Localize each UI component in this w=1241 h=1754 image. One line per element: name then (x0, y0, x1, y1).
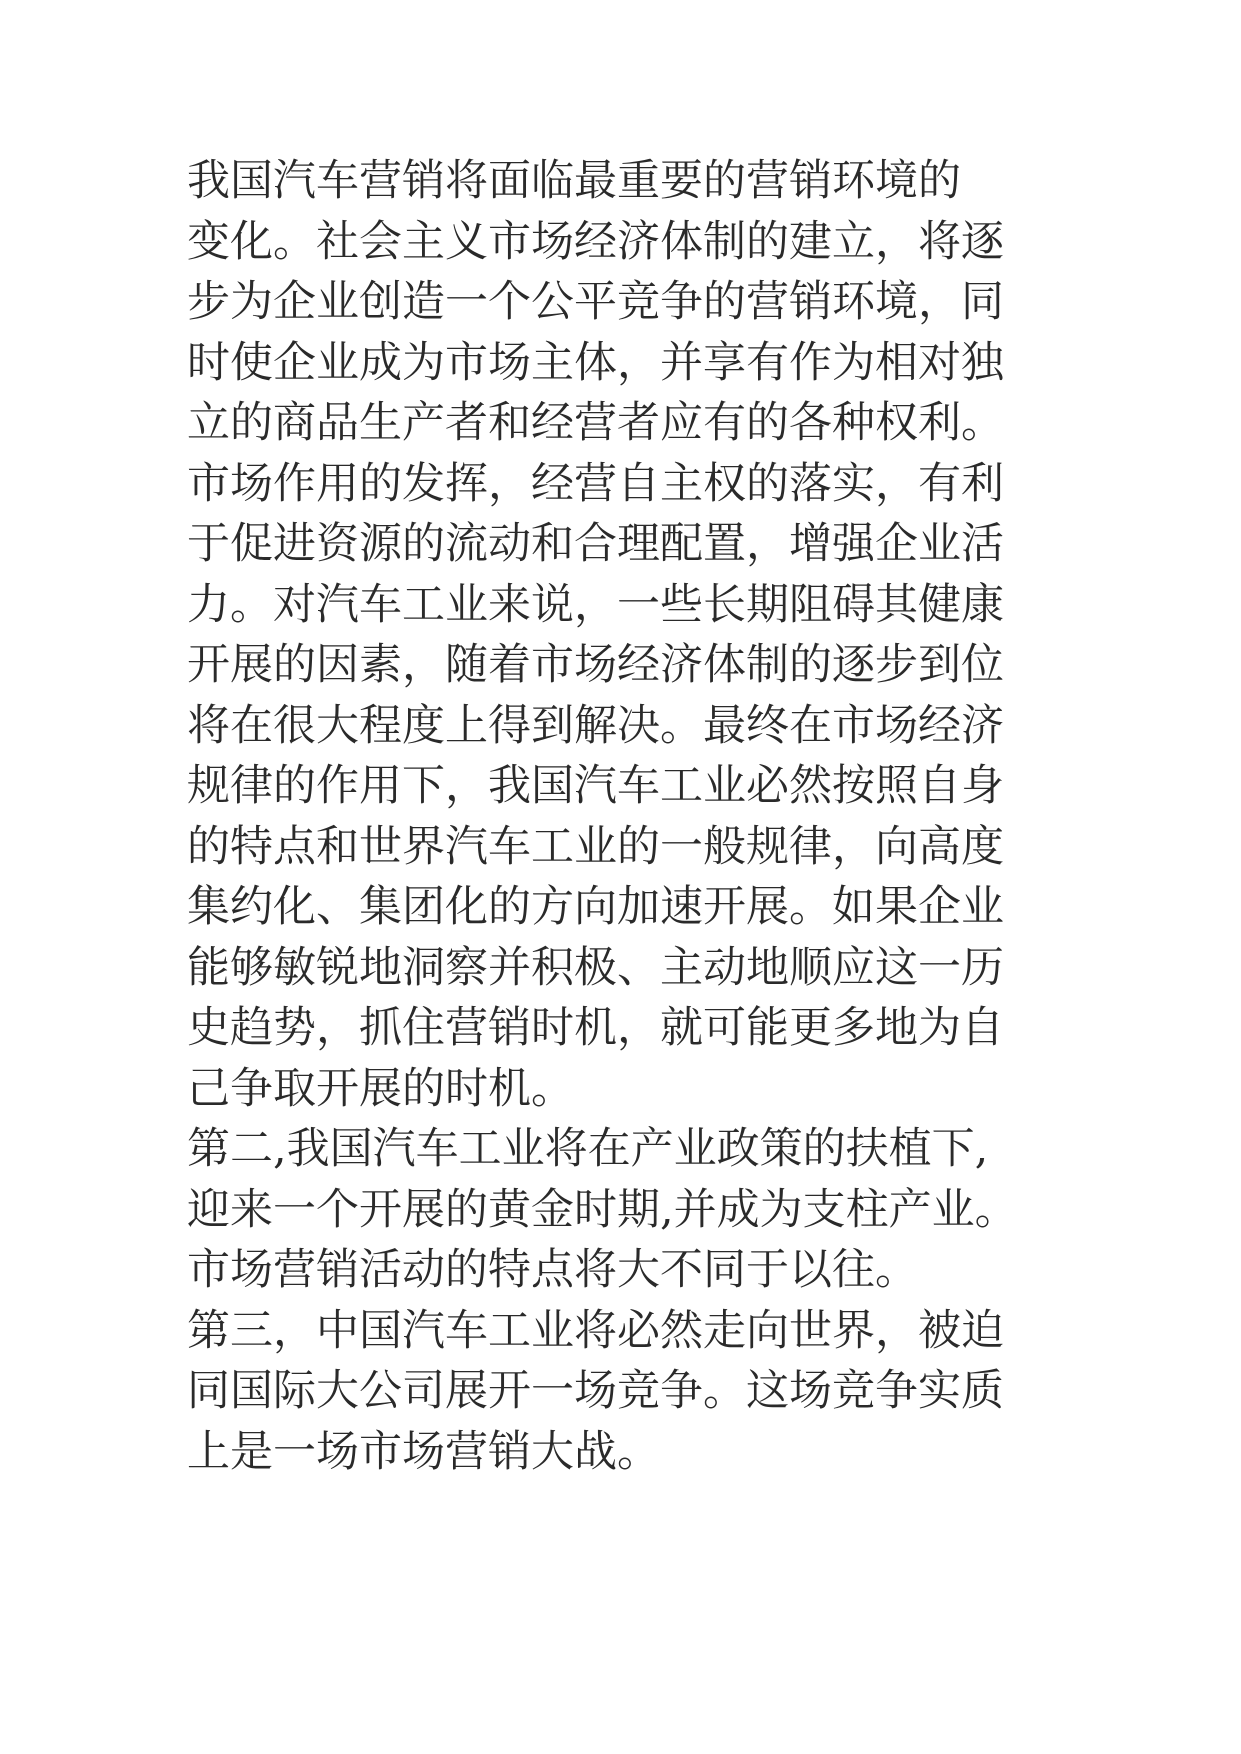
text-line: 第二,我国汽车工业将在产业政策的扶植下, (187, 1124, 989, 1174)
text-line: 迎来一个开展的黄金时期,并成为支柱产业。 (187, 1184, 1018, 1235)
text-line: 变化。社会主义市场经济体制的建立，将逐 (187, 216, 1004, 267)
text-line: 的特点和世界汽车工业的一般规律，向高度 (187, 821, 1004, 872)
text-line: 立的商品生产者和经营者应有的各种权利。 (187, 398, 1004, 448)
text-line: 集约化、集团化的方向加速开展。如果企业 (187, 882, 1004, 932)
text-line: 我国汽车营销将面临最重要的营销环境的 (187, 156, 961, 206)
text-line: 史趋势，抓住营销时机，就可能更多地为自 (187, 1003, 1004, 1053)
text-line: 将在很大程度上得到解决。最终在市场经济 (187, 700, 1004, 751)
text-line: 市场营销活动的特点将大不同于以往。 (187, 1245, 918, 1295)
text-line: 于促进资源的流动和合理配置，增强企业活 (187, 519, 1004, 569)
text-line: 力。对汽车工业来说，一些长期阻碍其健康 (187, 579, 1004, 630)
text-line: 市场作用的发挥，经营自主权的落实，有利 (187, 458, 1004, 509)
text-line: 开展的因素，随着市场经济体制的逐步到位 (187, 640, 1004, 690)
text-line: 步为企业创造一个公平竞争的营销环境，同 (187, 277, 1004, 327)
text-line: 同国际大公司展开一场竞争。这场竞争实质 (187, 1366, 1004, 1416)
text-line: 上是一场市场营销大战。 (187, 1426, 660, 1477)
text-line: 己争取开展的时机。 (187, 1063, 574, 1114)
text-line: 规律的作用下，我国汽车工业必然按照自身 (187, 761, 1004, 811)
text-line: 能够敏锐地洞察并积极、主动地顺应这一历 (187, 942, 1004, 993)
text-line: 第三，中国汽车工业将必然走向世界，被迫 (187, 1305, 1004, 1356)
text-line: 时使企业成为市场主体，并享有作为相对独 (187, 337, 1004, 388)
body-text (187, 151, 1067, 1482)
